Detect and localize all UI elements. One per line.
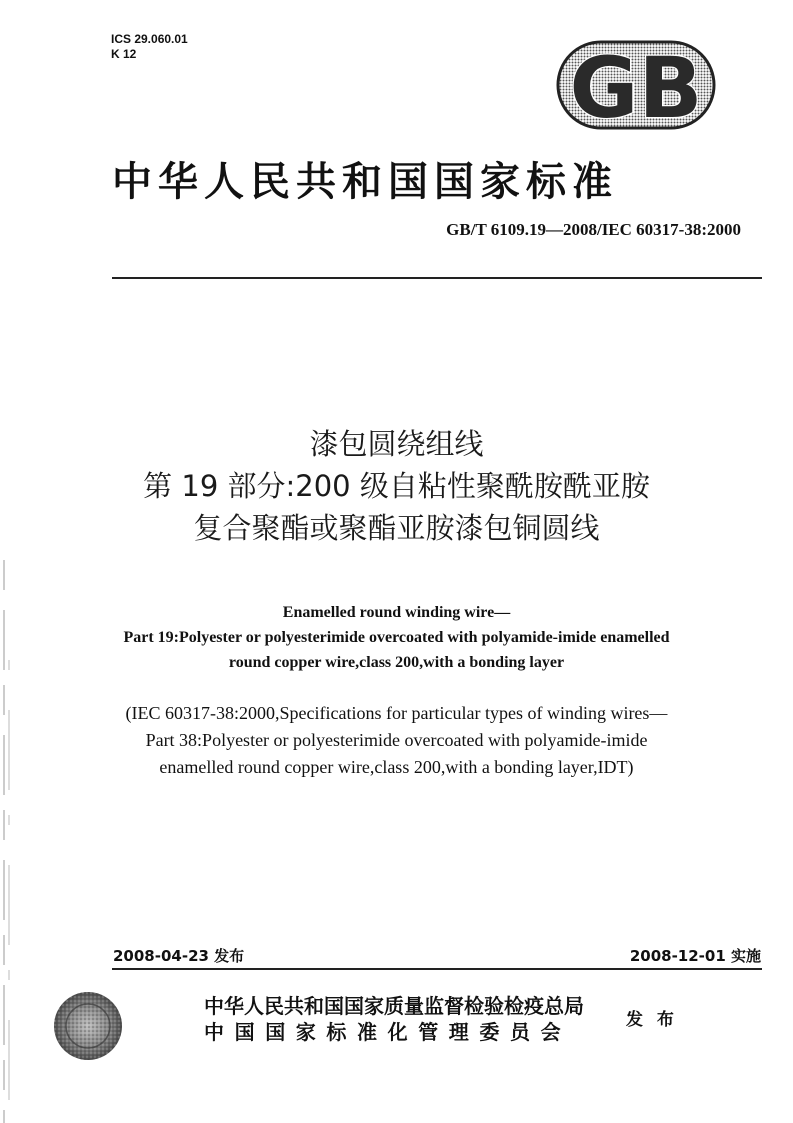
english-title bbox=[50, 600, 743, 675]
iec-reference-line: Part 38:Polyester or polyesterimide overcoated with polyamide-imide bbox=[145, 730, 648, 750]
iec-reference-line: (IEC 60317-38:2000,Specifications for particular types of winding wires— bbox=[125, 703, 668, 723]
gb-logo-text: GB bbox=[569, 40, 703, 130]
iec-reference-line: enamelled round copper wire,class 200,with a bonding layer,IDT) bbox=[159, 757, 634, 777]
issuer-name: 中国国家标准化管理委员会 bbox=[204, 1020, 572, 1044]
gb-logo bbox=[556, 40, 716, 130]
scan-edge-marks bbox=[0, 560, 14, 1123]
chinese-title-line: 第 19 部分:200 级自粘性聚酰胺酰亚胺 bbox=[143, 469, 650, 503]
publish-label: 发 布 bbox=[626, 1010, 678, 1030]
iec-reference bbox=[50, 700, 743, 781]
ics-code: ICS 29.060.01 bbox=[111, 32, 188, 46]
standard-number: GB/T 6109.19—2008/IEC 60317-38:2000 bbox=[446, 220, 741, 239]
class-code: K 12 bbox=[111, 47, 137, 61]
chinese-title-line: 复合聚酯或聚酯亚胺漆包铜圆线 bbox=[193, 511, 600, 545]
implementation-date: 2008-12-01 实施 bbox=[629, 947, 761, 965]
classification-codes bbox=[111, 32, 188, 62]
chinese-title-line: 漆包圆绕组线 bbox=[309, 427, 484, 461]
english-title-line: Part 19:Polyester or polyesterimide overcoated with polyamide-imide enamelled bbox=[123, 629, 670, 646]
chinese-title bbox=[50, 423, 743, 549]
top-divider bbox=[112, 277, 762, 279]
issuer-name: 中华人民共和国国家质量监督检验检疫总局 bbox=[204, 994, 584, 1018]
bottom-divider bbox=[112, 968, 762, 970]
issue-date: 2008-04-23 发布 bbox=[113, 947, 245, 965]
standard-title: 中华人民共和国国家标准 bbox=[112, 159, 618, 205]
seal-icon bbox=[52, 990, 124, 1062]
issuing-authorities bbox=[204, 993, 584, 1045]
english-title-line: round copper wire,class 200,with a bonding layer bbox=[228, 654, 565, 671]
english-title-line: Enamelled round winding wire— bbox=[282, 604, 511, 621]
